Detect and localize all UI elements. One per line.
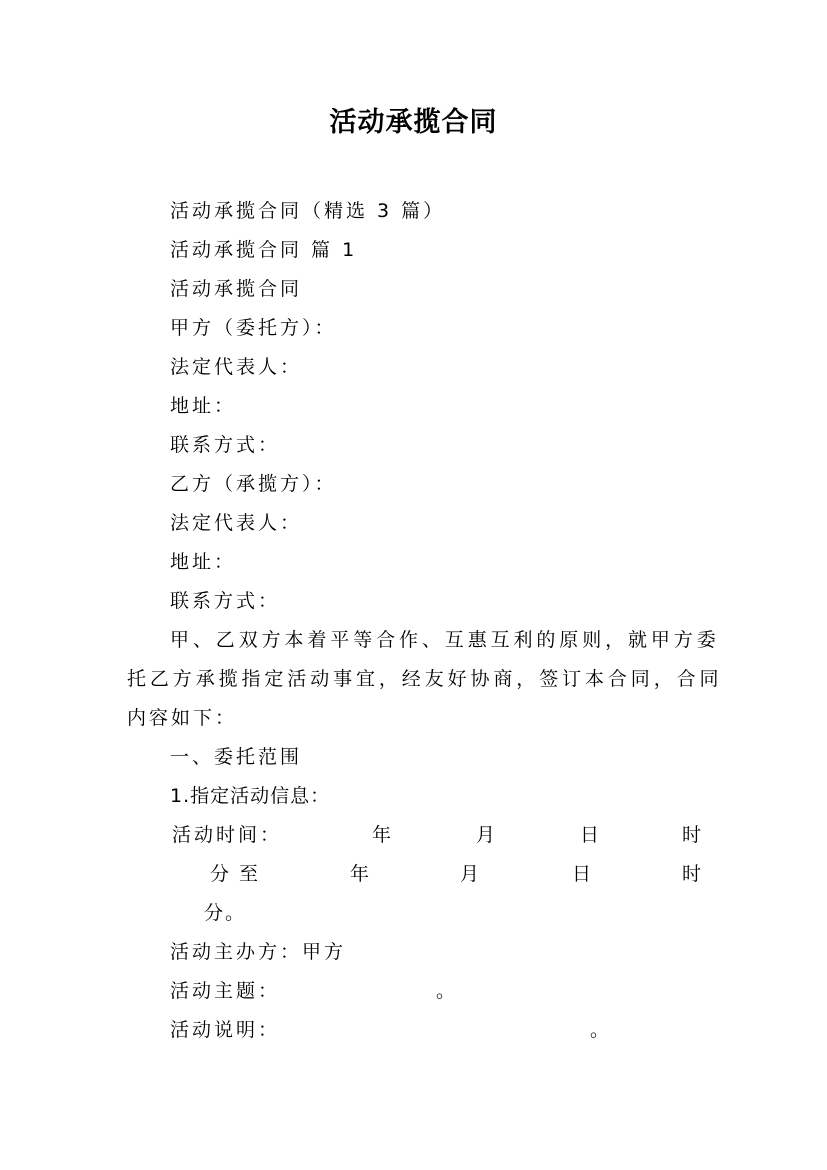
item-heading: 1.指定活动信息： (170, 785, 331, 807)
activity-description-label: 活动说明： (170, 1019, 281, 1041)
time-day-1: 日 (580, 824, 600, 846)
time-year-2: 年 (350, 863, 370, 885)
time-minute-to: 分 至 (210, 863, 261, 885)
subtitle-line: 活动承揽合同（精选 3 篇） (170, 200, 446, 222)
activity-theme-label: 活动主题： (170, 980, 281, 1002)
intro-paragraph-line-2: 托乙方承揽指定活动事宜，经友好协商，签订本合同，合同 (127, 668, 723, 690)
activity-theme-period: 。 (436, 980, 456, 1002)
time-month-1: 月 (476, 824, 496, 846)
intro-paragraph-line-1: 甲、乙双方本着平等合作、互惠互利的原则，就甲方委 (170, 629, 720, 651)
document-title: 活动承揽合同 (329, 107, 498, 138)
party-a-representative: 法定代表人： (170, 356, 303, 378)
party-b-contact: 联系方式： (170, 590, 281, 612)
party-b-address: 地址： (170, 551, 237, 573)
activity-organizer: 活动主办方：甲方 (170, 941, 347, 963)
activity-description-period: 。 (590, 1019, 610, 1041)
time-month-2: 月 (460, 863, 480, 885)
section-heading: 一、委托范围 (170, 746, 303, 768)
contract-name: 活动承揽合同 (170, 278, 303, 300)
party-b-label: 乙方（承揽方）： (170, 473, 337, 495)
party-a-contact: 联系方式： (170, 434, 281, 456)
time-minute-end: 分。 (204, 902, 247, 924)
time-hour-1: 时 (682, 824, 702, 846)
article-heading: 活动承揽合同 篇 1 (170, 239, 358, 261)
time-hour-2: 时 (682, 863, 702, 885)
party-b-representative: 法定代表人： (170, 512, 303, 534)
time-year-1: 年 (372, 824, 392, 846)
activity-time-label: 活动时间： (172, 824, 283, 846)
party-a-label: 甲方（委托方）： (170, 317, 337, 339)
party-a-address: 地址： (170, 395, 237, 417)
time-day-2: 日 (572, 863, 592, 885)
intro-paragraph-line-3: 内容如下： (127, 707, 238, 729)
